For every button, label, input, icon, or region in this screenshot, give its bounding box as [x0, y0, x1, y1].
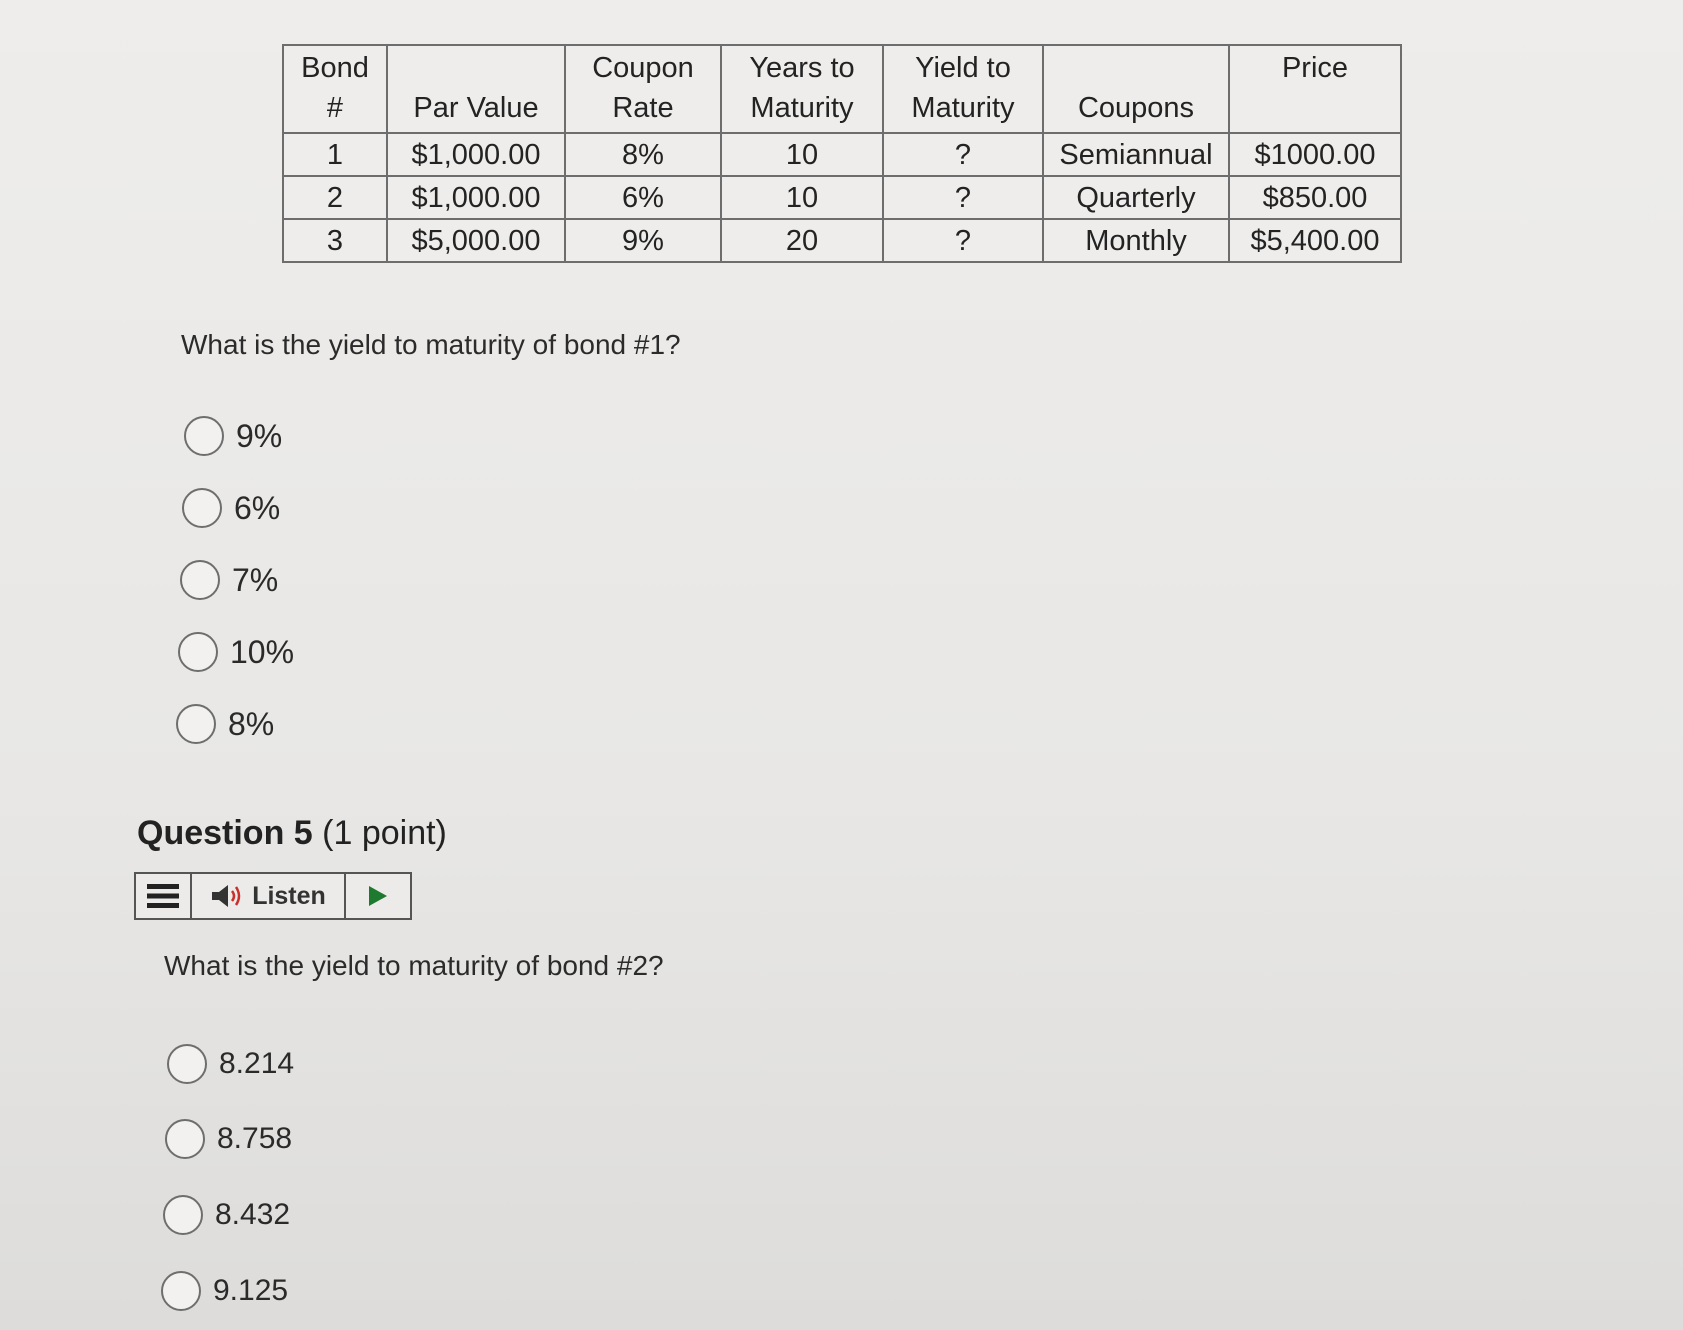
table-cell: ?: [883, 219, 1043, 262]
listen-button[interactable]: Listen: [192, 874, 346, 918]
question-5-heading: Question 5 (1 point): [137, 814, 447, 852]
table-cell: Semiannual: [1043, 133, 1229, 176]
table-cell: $1000.00: [1229, 133, 1401, 176]
table-cell: $1,000.00: [387, 176, 565, 219]
col-header-bond: Bond #: [283, 45, 387, 133]
listen-toolbar: [134, 872, 412, 920]
table-cell: 1: [283, 133, 387, 176]
radio-button[interactable]: [167, 1044, 207, 1084]
radio-button[interactable]: [163, 1195, 203, 1235]
option-8-758[interactable]: 8.758: [165, 1119, 292, 1159]
col-header-par-value: Par Value: [387, 45, 565, 133]
question-5-prompt: What is the yield to maturity of bond #2?: [164, 950, 664, 981]
option-9-125[interactable]: 9.125: [161, 1271, 288, 1311]
bond-table: [282, 44, 1402, 263]
speaker-icon: [210, 882, 246, 910]
table-cell: $850.00: [1229, 176, 1401, 219]
table-cell: 3: [283, 219, 387, 262]
play-button[interactable]: [346, 874, 410, 918]
col-header-price: Price: [1229, 45, 1401, 133]
option-8-percent[interactable]: 8%: [176, 704, 274, 744]
option-7-percent[interactable]: 7%: [180, 560, 278, 600]
option-9-percent[interactable]: 9%: [184, 416, 282, 456]
table-cell: $1,000.00: [387, 133, 565, 176]
col-header-years-to-maturity: Years to Maturity: [721, 45, 883, 133]
menu-button[interactable]: [136, 874, 192, 918]
col-header-coupons: Coupons: [1043, 45, 1229, 133]
radio-button[interactable]: [178, 632, 218, 672]
table-cell: ?: [883, 133, 1043, 176]
table-cell: 8%: [565, 133, 721, 176]
table-row: [283, 219, 1401, 262]
option-6-percent[interactable]: 6%: [182, 488, 280, 528]
radio-button[interactable]: [182, 488, 222, 528]
col-header-coupon-rate: Coupon Rate: [565, 45, 721, 133]
option-8-214[interactable]: 8.214: [167, 1044, 294, 1084]
radio-button[interactable]: [165, 1119, 205, 1159]
radio-button[interactable]: [176, 704, 216, 744]
table-cell: $5,400.00: [1229, 219, 1401, 262]
table-cell: 9%: [565, 219, 721, 262]
table-cell: 6%: [565, 176, 721, 219]
table-cell: 10: [721, 176, 883, 219]
table-cell: ?: [883, 176, 1043, 219]
table-row: [283, 176, 1401, 219]
question-4-prompt: What is the yield to maturity of bond #1?: [181, 329, 681, 360]
option-8-432[interactable]: 8.432: [163, 1195, 290, 1235]
hamburger-icon: [147, 883, 179, 909]
radio-button[interactable]: [161, 1271, 201, 1311]
play-icon: [367, 884, 389, 908]
table-cell: 20: [721, 219, 883, 262]
option-10-percent[interactable]: 10%: [178, 632, 294, 672]
table-cell: 2: [283, 176, 387, 219]
radio-button[interactable]: [180, 560, 220, 600]
table-header-row: [283, 45, 1401, 133]
table-cell: Quarterly: [1043, 176, 1229, 219]
table-cell: 10: [721, 133, 883, 176]
col-header-yield-to-maturity: Yield to Maturity: [883, 45, 1043, 133]
table-row: [283, 133, 1401, 176]
table-cell: Monthly: [1043, 219, 1229, 262]
table-cell: $5,000.00: [387, 219, 565, 262]
radio-button[interactable]: [184, 416, 224, 456]
